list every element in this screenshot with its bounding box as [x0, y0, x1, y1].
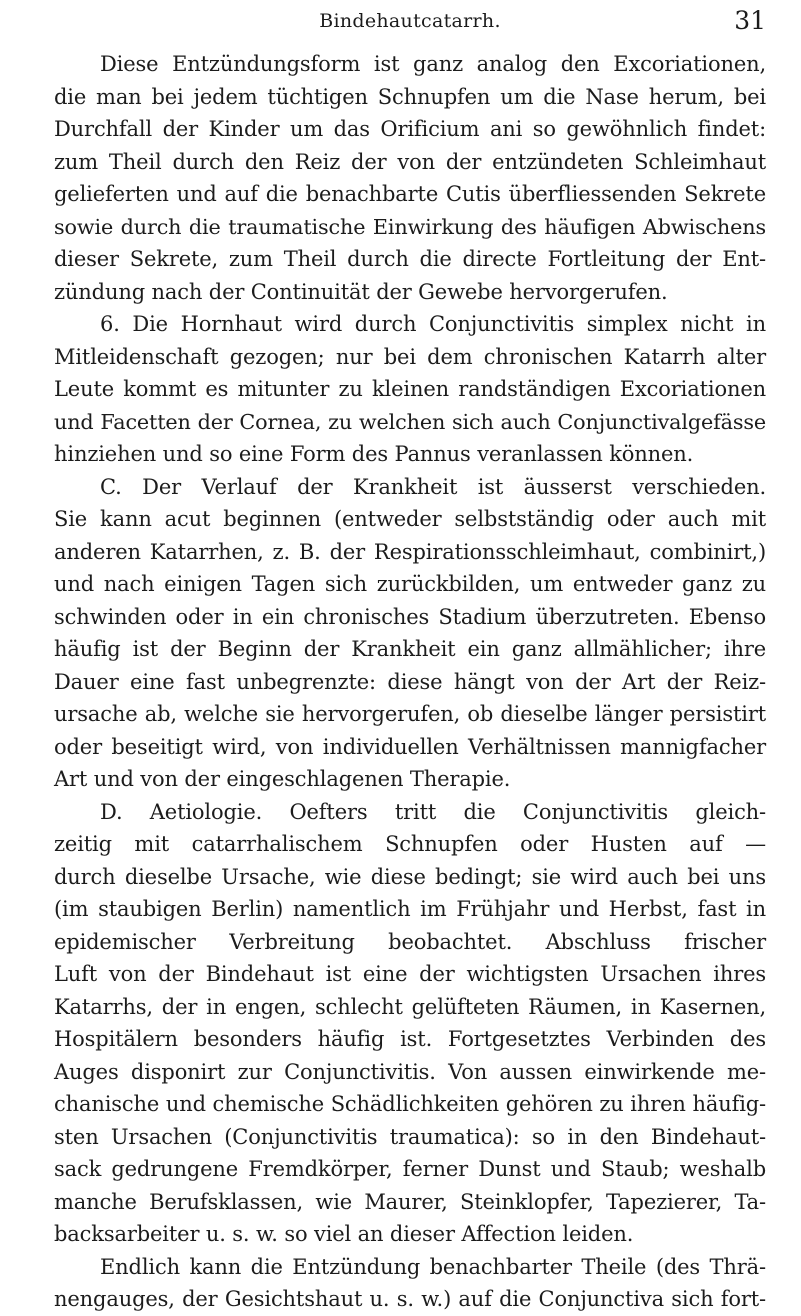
text-line: dieser Sekrete, zum Theil durch die directe Fortleitung der Ent-	[54, 247, 766, 271]
text-line: Sie kann acut beginnen (entweder selbstständig oder auch mit	[54, 507, 766, 531]
text-line: ursache ab, welche sie hervorgerufen, ob dieselbe länger persistirt	[54, 702, 766, 726]
text-line: schwinden oder in ein chronisches Stadium überzutreten. Ebenso	[54, 604, 766, 629]
page-header	[54, 6, 766, 40]
text-line: Auges disponirt zur Conjunctivitis. Von aussen einwirkende me-	[54, 1059, 766, 1084]
text-line: sowie durch die traumatische Einwirkung des häufigen Abwischens	[54, 214, 766, 239]
text-line: Diese Entzündungsform ist ganz analog den Excoriationen,	[100, 52, 766, 76]
text-line: gelieferten und auf die benachbarte Cutis überfliessenden Sekrete	[54, 182, 766, 206]
text-line: zeitig mit catarrhalischem Schnupfen oder Husten auf —	[54, 832, 766, 856]
text-line: sack gedrungene Fremdkörper, ferner Dunst und Staub; weshalb	[54, 1157, 766, 1181]
text-line: 6. Die Hornhaut wird durch Conjunctivitis simplex nicht in	[100, 312, 766, 336]
text-line: C. Der Verlauf der Krankheit ist äusserst verschieden.	[100, 474, 766, 499]
text-line: Leute kommt es mitunter zu kleinen randständigen Excoriationen	[54, 377, 766, 401]
text-line: die man bei jedem tüchtigen Schnupfen um die Nase herum, bei	[54, 84, 766, 109]
text-line: Endlich kann die Entzündung benachbarter Theile (des Thrä-	[100, 1254, 766, 1279]
text-line: oder beseitigt wird, von individuellen Verhältnissen mannigfacher	[54, 734, 766, 759]
text-line: nengauges, der Gesichtshaut u. s. w.) auf die Conjunctiva sich fort-	[54, 1287, 766, 1311]
text-line: epidemischer Verbreitung beobachtet. Abschluss frischer	[54, 929, 766, 954]
text-line: durch dieselbe Ursache, wie diese bedingt; sie wird auch bei uns	[54, 864, 766, 889]
text-line: häufig ist der Beginn der Krankheit ein ganz allmählicher; ihre	[54, 637, 766, 661]
text-line: Luft von der Bindehaut ist eine der wichtigsten Ursachen ihres	[54, 962, 766, 986]
running-title: Bindehautcatarrh.	[319, 10, 501, 32]
text-line: backsarbeiter u. s. w. so viel an dieser Affection leiden.	[54, 1222, 634, 1246]
text-line: zum Theil durch den Reiz der von der entzündeten Schleimhaut	[54, 149, 766, 174]
text-line: und Facetten der Cornea, zu welchen sich auch Conjunctivalgefässe	[54, 409, 766, 434]
text-line: Durchfall der Kinder um das Orificium ani so gewöhnlich findet:	[54, 117, 766, 141]
text-line: D. Aetiologie. Oefters tritt die Conjunctivitis gleich-	[100, 799, 766, 824]
text-line: und nach einigen Tagen sich zurückbilden, um entweder ganz zu	[54, 572, 766, 596]
text-line: chanische und chemische Schädlichkeiten gehören zu ihren häufig-	[54, 1092, 766, 1116]
body-text	[54, 48, 766, 1316]
text-line: manche Berufsklassen, wie Maurer, Steinklopfer, Tapezierer, Ta-	[54, 1189, 766, 1214]
text-line: Art und von der eingeschlagenen Therapie.	[54, 767, 511, 791]
page-number: 31	[734, 6, 766, 35]
text-line: Dauer eine fast unbegrenzte: diese hängt von der Art der Reiz-	[54, 669, 766, 694]
text-line: Mitleidenschaft gezogen; nur bei dem chronischen Katarrh alter	[54, 344, 766, 369]
text-line: Katarrhs, der in engen, schlecht gelüfteten Räumen, in Kasernen,	[54, 994, 766, 1019]
text-line: hinziehen und so eine Form des Pannus veranlassen können.	[54, 442, 694, 466]
text-line: (im staubigen Berlin) namentlich im Frühjahr und Herbst, fast in	[54, 897, 766, 921]
text-line: zündung nach der Continuität der Gewebe hervorgerufen.	[54, 279, 668, 304]
text-line: anderen Katarrhen, z. B. der Respirationsschleimhaut, combinirt,)	[54, 539, 766, 564]
text-line: Hospitälern besonders häufig ist. Fortgesetztes Verbinden des	[54, 1027, 766, 1051]
text-line: sten Ursachen (Conjunctivitis traumatica): so in den Bindehaut-	[54, 1124, 766, 1149]
